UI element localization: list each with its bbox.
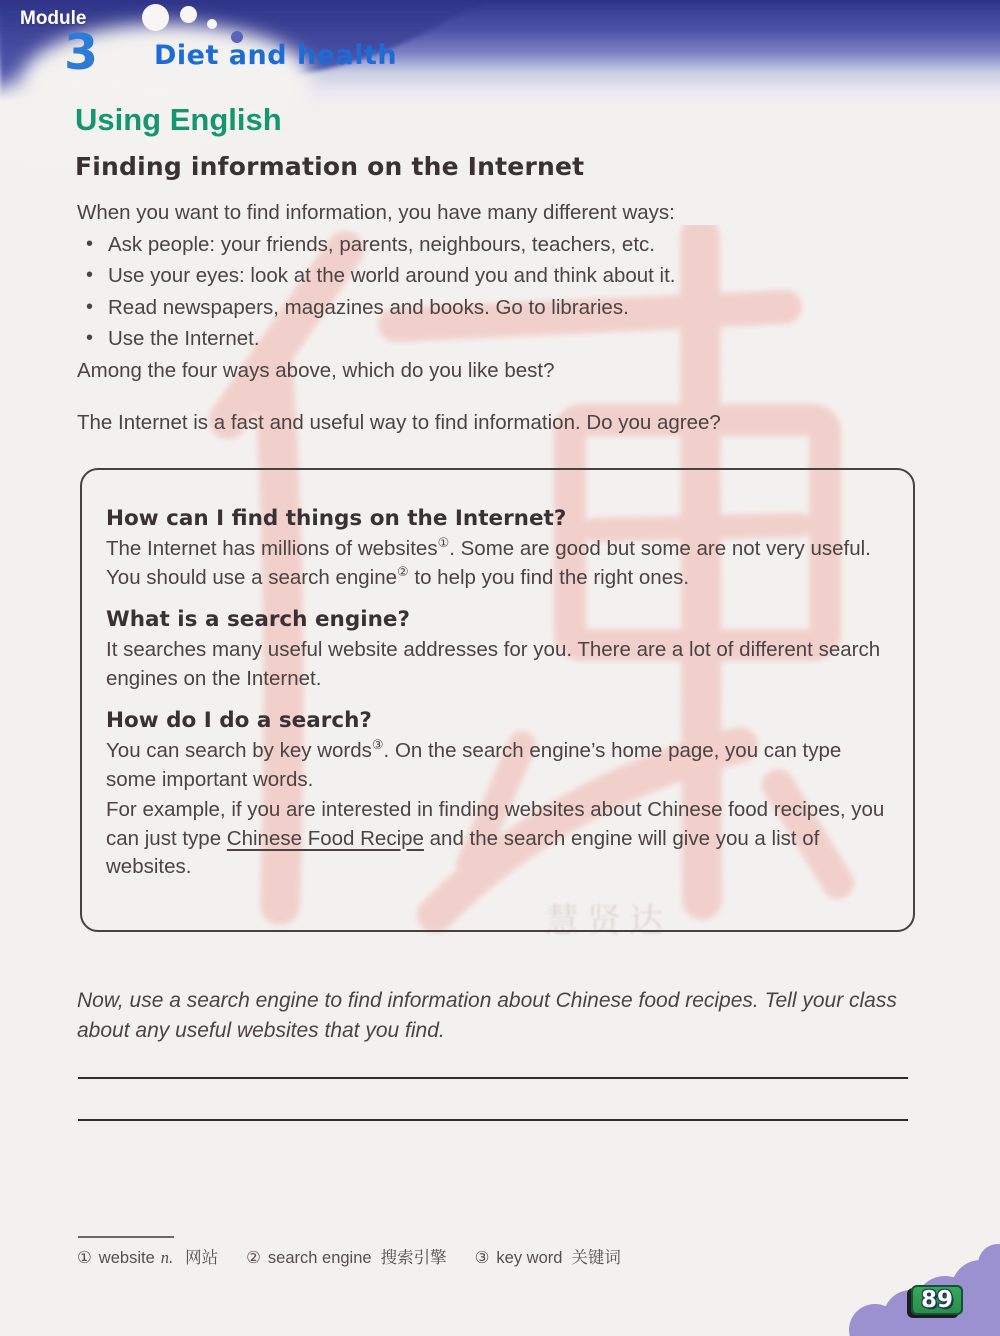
footnote-marker: ③	[474, 1249, 490, 1267]
footnote-marker: ①	[77, 1249, 92, 1267]
qa-paragraph: It searches many useful website addresses for you. There are a lot of different search engines on the Internet.	[106, 638, 881, 690]
page-number-badge	[911, 1285, 963, 1315]
qa-question-heading: What is a search engine?	[106, 607, 410, 632]
qa-paragraph: You can search by key words③. On the search engine’s home page, you can type some important words.	[106, 737, 842, 791]
bullet-icon: •	[86, 232, 94, 255]
qa-section	[106, 708, 887, 882]
writing-line	[78, 1077, 908, 1079]
bullet-item	[77, 229, 925, 261]
intro-question: Among the four ways above, which do you like best?	[77, 358, 555, 382]
footnote-item	[246, 1249, 446, 1267]
footnote-term: search engine	[267, 1249, 372, 1267]
footnote-list	[77, 1244, 649, 1268]
bullet-text: Read newspapers, magazines and books. Go to libraries.	[108, 295, 629, 319]
bullet-item	[77, 323, 925, 355]
module-number: 3	[64, 24, 99, 81]
qa-section	[106, 506, 887, 592]
qa-paragraph: For example, if you are interested in finding websites about Chinese food recipes, you can just type Chinese Food Recipe and the search engine will give you a list of websites.	[106, 798, 885, 878]
page-number: 89	[920, 1286, 953, 1313]
publisher-watermark: 慧贤达	[545, 902, 671, 940]
bullet-icon: •	[86, 264, 94, 286]
bullet-icon: •	[86, 327, 94, 349]
footnote-pos: n.	[160, 1248, 174, 1267]
bullet-text: Use the Internet.	[108, 327, 260, 350]
qa-question-heading: How do I do a search?	[106, 708, 372, 733]
bubble-icon	[207, 19, 217, 29]
bullet-item	[77, 260, 925, 292]
footnote-term: key word	[496, 1249, 563, 1267]
qa-question-heading: How can I find things on the Internet?	[106, 506, 567, 531]
unit-title: Diet and health	[154, 40, 398, 71]
footnote-translation: 网站	[185, 1249, 219, 1267]
footnote-divider	[78, 1236, 174, 1238]
qa-paragraph: The Internet has millions of websites①. Some are good but some are not very useful. You should use a search engine② to help you find the right ones.	[106, 535, 871, 589]
footnote-translation: 关键词	[571, 1249, 621, 1267]
qa-box	[80, 468, 915, 932]
intro-lead: When you want to find information, you have many different ways:	[77, 201, 675, 224]
footnote-marker: ②	[246, 1249, 261, 1267]
intro-block	[77, 197, 925, 386]
bullet-icon: •	[86, 295, 94, 318]
intro-statement: The Internet is a fast and useful way to find information. Do you agree?	[77, 411, 721, 434]
footnote-item	[475, 1249, 621, 1267]
bubble-icon	[142, 4, 169, 31]
task-instruction: Now, use a search engine to find information about Chinese food recipes. Tell your class about any useful websites that you find.	[77, 989, 897, 1042]
qa-section	[106, 607, 887, 693]
module-label: Module	[20, 8, 87, 29]
footnote-translation: 搜索引擎	[380, 1249, 447, 1267]
writing-line	[78, 1119, 908, 1121]
page-title: Finding information on the Internet	[75, 152, 585, 181]
section-title: Using English	[75, 102, 282, 137]
footnote-term: website	[98, 1249, 155, 1267]
qa-sections	[106, 506, 887, 882]
corner-cloud-decoration	[805, 1206, 1000, 1336]
bullet-text: Ask people: your friends, parents, neighbours, teachers, etc.	[108, 232, 655, 256]
bullet-item	[77, 292, 925, 324]
bubble-icon	[180, 6, 197, 23]
bullet-list	[77, 229, 925, 355]
footnote-item	[77, 1249, 218, 1267]
bullet-text: Use your eyes: look at the world around you and think about it.	[108, 264, 676, 287]
